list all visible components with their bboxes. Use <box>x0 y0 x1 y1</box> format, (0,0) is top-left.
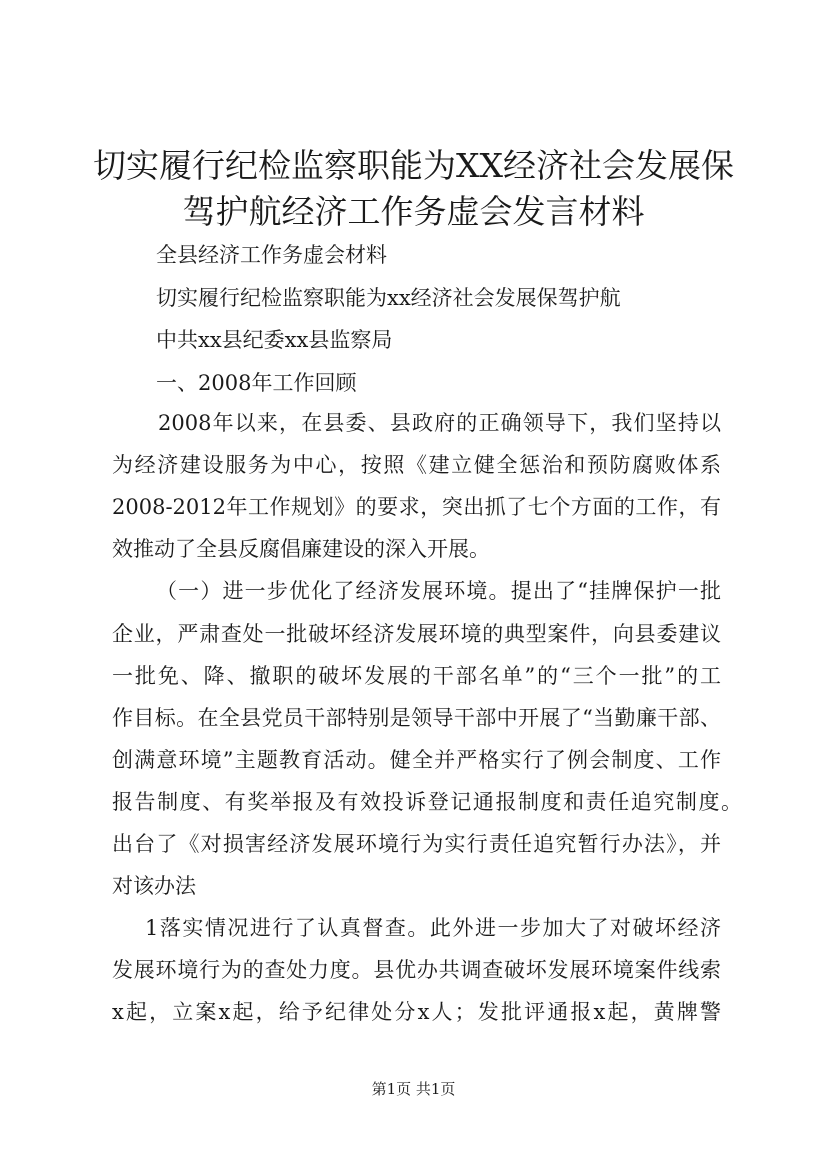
paragraph-line: 为经济建设服务为中心，按照《建立健全惩治和预防腐败体系 <box>112 453 721 477</box>
section-heading: 一、2008年工作回顾 <box>156 371 357 395</box>
paragraph-line: 作目标。在全县党员干部特别是领导干部中开展了“当勤廉干部、 <box>112 706 721 730</box>
page-number-footer: 第1页 共1页 <box>371 1080 456 1098</box>
paragraph-line: 一批免、降、撤职的破坏发展的干部名单”的“三个一批”的工 <box>112 664 721 688</box>
paragraph-line: x起，立案x起，给予纪律处分x人；发批评通报x起，黄牌警 <box>112 1000 721 1024</box>
paragraph-line: 2008-2012年工作规划》的要求，突出抓了七个方面的工作，有 <box>112 495 721 519</box>
document-title-line-2: 驾护航经济工作务虚会发言材料 <box>182 192 645 231</box>
paragraph-line: 创满意环境”主题教育活动。健全并严格实行了例会制度、工作 <box>112 748 721 772</box>
paragraph-line: 2008年以来，在县委、县政府的正确领导下，我们坚持以 <box>158 411 721 435</box>
author-organization: 中共xx县纪委xx县监察局 <box>156 328 393 352</box>
paragraph-line: 出台了《对损害经济发展环境行为实行责任追究暂行办法》，并 <box>112 832 721 856</box>
paragraph-line: 企业，严肃查处一批破坏经济发展环境的典型案件，向县委建议 <box>112 622 721 646</box>
paragraph-line: 发展环境行为的查处力度。县优办共调查破坏发展环境案件线索 <box>112 958 721 982</box>
subtitle-meeting: 全县经济工作务虚会材料 <box>156 243 387 267</box>
paragraph-line: 对该办法 <box>112 874 196 898</box>
paragraph-line: 1落实情况进行了认真督查。此外进一步加大了对破坏经济 <box>145 916 721 940</box>
subtitle-topic: 切实履行纪检监察职能为xx经济社会发展保驾护航 <box>156 286 621 310</box>
paragraph-line: （一）进一步优化了经济发展环境。提出了“挂牌保护一批 <box>156 579 721 603</box>
paragraph-line: 效推动了全县反腐倡廉建设的深入开展。 <box>112 537 490 561</box>
document-title-line-1: 切实履行纪检监察职能为XX经济社会发展保 <box>93 146 734 185</box>
paragraph-line: 报告制度、有奖举报及有效投诉登记通报制度和责任追究制度。 <box>112 790 742 814</box>
